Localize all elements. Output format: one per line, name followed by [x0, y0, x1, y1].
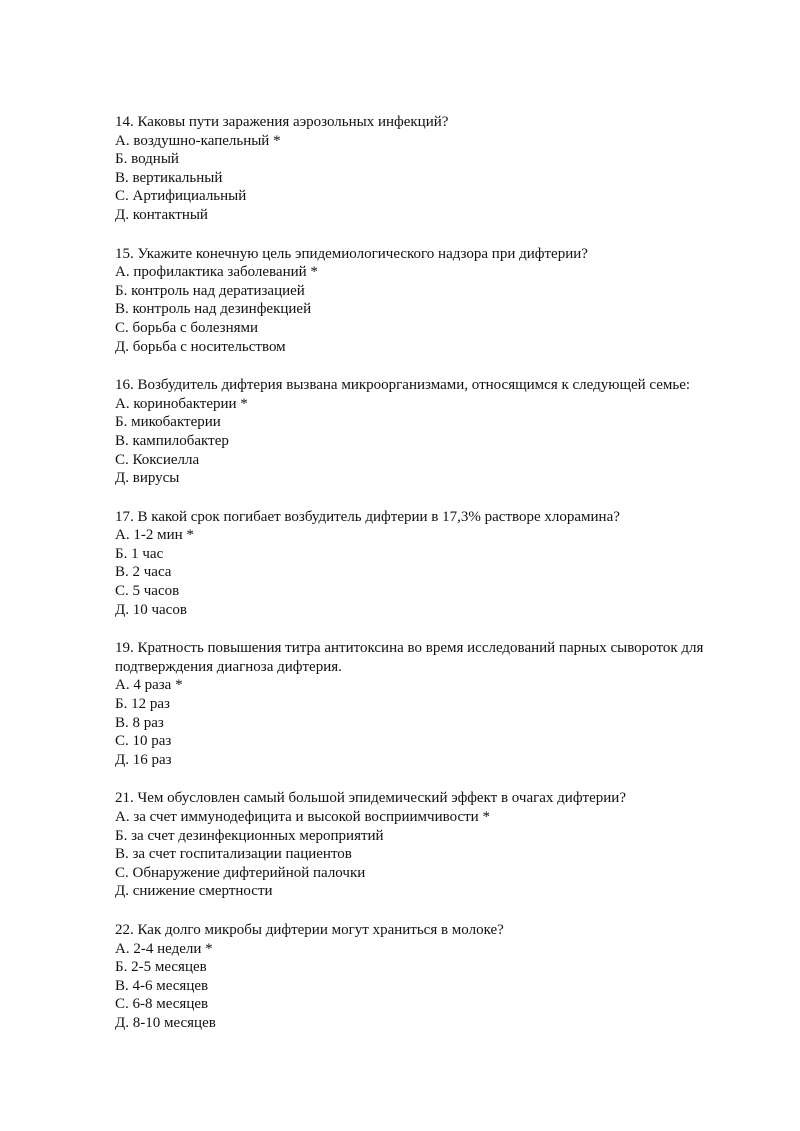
answer-option: С. 10 раз	[115, 733, 172, 750]
answer-options	[115, 263, 760, 356]
answer-option: В. 2 часа	[115, 564, 172, 581]
question-text: 16. Возбудитель дифтерия вызвана микроорганизмами, относящимся к следующей семье:	[115, 377, 691, 394]
answer-option: Б. 2-5 месяцев	[115, 959, 207, 976]
answer-option: А. коринобактерии *	[115, 395, 248, 412]
answer-options	[115, 676, 760, 769]
answer-option: В. кампилобактер	[115, 432, 229, 449]
question-19	[115, 639, 760, 769]
question-text: 22. Как долго микробы дифтерии могут храниться в молоке?	[115, 921, 504, 938]
answer-option: Д. 10 часов	[115, 601, 187, 618]
answer-option: В. контроль над дезинфекцией	[115, 301, 312, 318]
question-16	[115, 376, 760, 488]
answer-option: Д. 16 раз	[115, 751, 172, 768]
answer-option: С. 5 часов	[115, 583, 180, 600]
answer-option: Б. 12 раз	[115, 696, 170, 713]
question-14	[115, 113, 760, 225]
answer-option: В. 4-6 месяцев	[115, 977, 209, 994]
answer-option: А. профилактика заболеваний *	[115, 264, 318, 281]
question-text: 15. Укажите конечную цель эпидемиологического надзора при дифтерии?	[115, 245, 588, 262]
question-21	[115, 789, 760, 901]
answer-option: В. 8 раз	[115, 714, 164, 731]
question-text: 17. В какой срок погибает возбудитель дифтерии в 17,3% растворе хлорамина?	[115, 508, 620, 525]
answer-option: А. 1-2 мин *	[115, 527, 194, 544]
question-text: 14. Каковы пути заражения аэрозольных инфекций?	[115, 114, 449, 130]
answer-option: С. 6-8 месяцев	[115, 996, 209, 1013]
answer-option: А. воздушно-капельный *	[115, 132, 281, 149]
answer-option: Б. за счет дезинфекционных мероприятий	[115, 827, 384, 844]
answer-options	[115, 526, 760, 619]
answer-option: Д. вирусы	[115, 470, 180, 487]
question-text: 21. Чем обусловлен самый большой эпидемический эффект в очагах дифтерии?	[115, 790, 626, 807]
answer-options	[115, 808, 760, 901]
answer-option: Б. контроль над дератизацией	[115, 282, 305, 299]
answer-option: В. вертикальный	[115, 169, 223, 186]
answer-options	[115, 395, 760, 488]
answer-option: С. борьба с болезнями	[115, 319, 259, 336]
question-22	[115, 921, 760, 1033]
answer-option: А. 2-4 недели *	[115, 940, 213, 957]
question-15	[115, 245, 760, 357]
answer-option: А. 4 раза *	[115, 677, 183, 694]
answer-option: С. Артифициальный	[115, 188, 247, 205]
answer-option: А. за счет иммунодефицита и высокой восприимчивости *	[115, 809, 490, 825]
answer-option: Д. борьба с носительством	[115, 338, 286, 355]
answer-option: Б. микобактерии	[115, 414, 221, 431]
answer-option: С. Коксиелла	[115, 451, 200, 468]
answer-option: Б. водный	[115, 151, 179, 168]
answer-option: Д. снижение смертности	[115, 883, 273, 900]
answer-option: В. за счет госпитализации пациентов	[115, 846, 352, 863]
answer-option: С. Обнаружение дифтерийной палочки	[115, 864, 366, 881]
question-text: 19. Кратность повышения титра антитоксина во время исследований парных сывороток для подтверждения диагноза дифтерия.	[115, 640, 704, 675]
answer-option: Д. контактный	[115, 206, 208, 223]
answer-options	[115, 940, 760, 1033]
answer-option: Б. 1 час	[115, 545, 164, 562]
answer-options	[115, 132, 760, 225]
answer-option: Д. 8-10 месяцев	[115, 1014, 216, 1031]
question-17	[115, 508, 760, 620]
